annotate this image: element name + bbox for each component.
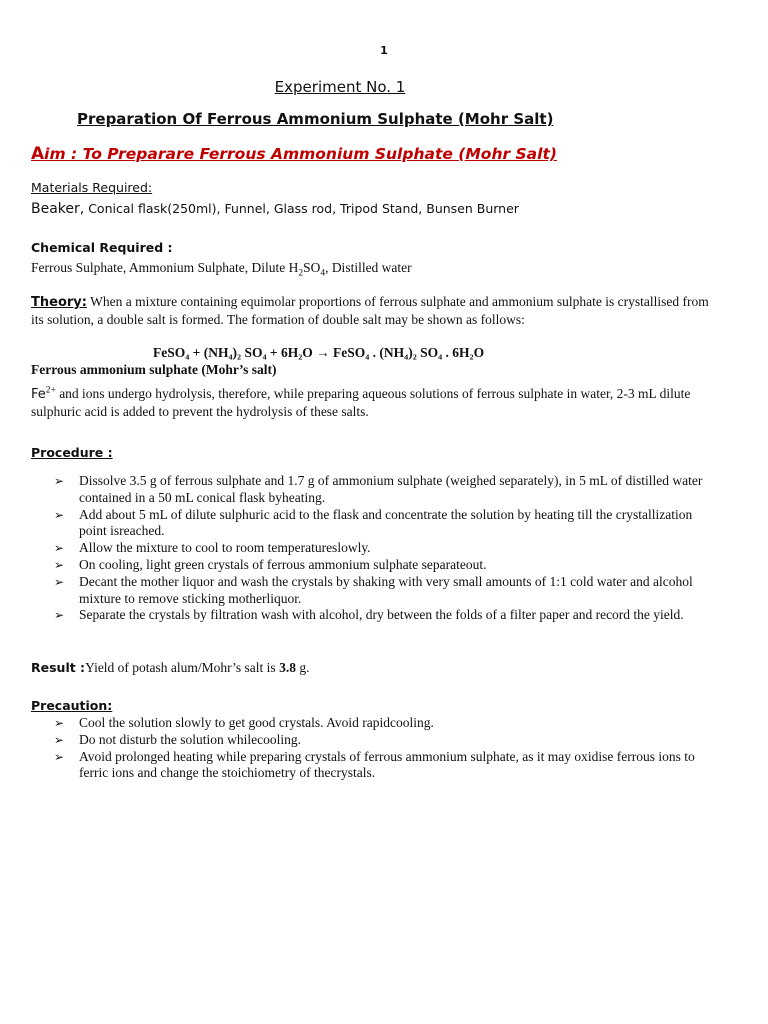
theory-label: Theory: (31, 295, 87, 310)
procedure-step-text: On cooling, light green crystals of ferrous ammonium sulphate separateout. (79, 556, 487, 572)
experiment-number: Experiment No. 1 (274, 78, 406, 96)
result-value: 3.8 (279, 660, 296, 675)
precaution-item (54, 749, 719, 783)
procedure-step-text: Add about 5 mL of dilute sulphuric acid to the flask and concentrate the solution by heating till the crystallization point isreached. (79, 506, 693, 539)
arrow-bullet-icon: ➢ (54, 749, 65, 764)
precaution-item-text: Do not disturb the solution whilecooling. (79, 731, 301, 747)
result-text: Yield of potash alum/Mohr’s salt is (85, 660, 280, 675)
aim-line (31, 144, 557, 164)
arrow-bullet-icon: ➢ (54, 541, 65, 556)
fe-charge: 2+ (45, 385, 56, 396)
reaction-equation: FeSO₄ + (NH₄)₂ SO₄ + 6H₂O → FeSO₄ . (NH₄)₂ SO₄ . 6H₂O (153, 345, 485, 360)
aim-text: im : To Preparare Ferrous Ammonium Sulphate (Mohr Salt) (44, 145, 557, 163)
precaution-heading-text: Precaution: (31, 698, 113, 713)
procedure-step-text: Allow the mixture to cool to room temperatureslowly. (79, 540, 371, 556)
theory-text: When a mixture containing equimolar proportions of ferrous sulphate and ammonium sulphate is crystallised from its solution, a double salt is formed. The formation of double salt may be shown as follows: (31, 294, 709, 327)
procedure-step (54, 507, 719, 541)
materials-rest: Conical flask(250ml), Funnel, Glass rod, Tripod Stand, Bunsen Burner (84, 201, 519, 216)
hydrolysis-text: and ions undergo hydrolysis, therefore, while preparing aqueous solutions of ferrous sulphate in water, 2-3 mL dilute sulphuric acid is added to prevent the hydrolysis of these salts. (31, 386, 691, 419)
procedure-step-text: Separate the crystals by filtration wash with alcohol, dry between the folds of a filter paper and record the yield. (79, 607, 684, 623)
procedure-list (54, 473, 719, 624)
precaution-item-text: Cool the solution slowly to get good crystals. Avoid rapidcooling. (79, 715, 434, 730)
materials-first-item: Beaker, (31, 201, 85, 217)
materials-heading: Materials Required: (31, 180, 153, 195)
mohr-salt-label: Ferrous ammonium sulphate (Mohr’s salt) (31, 362, 277, 377)
fe-ion: Fe (31, 387, 46, 402)
chemicals-text-b: SO (303, 260, 321, 275)
hydrolysis-paragraph (31, 386, 721, 420)
procedure-step (54, 607, 719, 624)
procedure-step (54, 540, 719, 557)
precaution-item-text: Avoid prolonged heating while preparing crystals of ferrous ammonium sulphate, as it may oxidise ferrous ions to ferric ions and change the stoichiometry of thecrystals. (79, 748, 695, 781)
chemicals-list (31, 260, 412, 279)
document-title: Preparation Of Ferrous Ammonium Sulphate (Mohr Salt) (77, 110, 554, 128)
chemicals-sub-2: 4 (320, 268, 326, 279)
arrow-bullet-icon: ➢ (54, 732, 65, 747)
chemicals-text-a: Ferrous Sulphate, Ammonium Sulphate, Dilute H (31, 260, 299, 275)
arrow-bullet-icon: ➢ (54, 507, 65, 522)
result-unit: g. (295, 660, 310, 675)
precaution-item (54, 715, 719, 732)
chemicals-text-c: , Distilled water (325, 260, 412, 275)
procedure-step-text: Dissolve 3.5 g of ferrous sulphate and 1.7 g of ammonium sulphate (weighed separately), in 5 mL of distilled water contained in a 50 mL conical flask byheating. (79, 473, 703, 505)
procedure-step (54, 557, 719, 574)
result-label: Result : (31, 660, 86, 675)
arrow-bullet-icon: ➢ (54, 608, 65, 623)
materials-list (31, 201, 519, 217)
aim-first-letter: A (31, 144, 45, 164)
precaution-heading (31, 698, 112, 713)
procedure-step-text: Decant the mother liquor and wash the crystals by shaking with very small amounts of 1:1 cold water and alcohol mixture to remove sticking motherliquor. (79, 573, 693, 606)
page-number: 1 (380, 44, 388, 57)
procedure-step (54, 574, 719, 608)
theory-paragraph (31, 294, 721, 328)
procedure-heading: Procedure : (31, 445, 113, 460)
chemicals-sub-1: 2 (298, 268, 304, 279)
arrow-bullet-icon: ➢ (54, 716, 65, 730)
chemicals-heading: Chemical Required : (31, 240, 173, 255)
arrow-bullet-icon: ➢ (54, 574, 65, 589)
precaution-item (54, 732, 719, 749)
arrow-bullet-icon: ➢ (54, 474, 65, 488)
procedure-step (54, 473, 719, 507)
precaution-list (54, 715, 719, 782)
result-line (31, 660, 309, 676)
arrow-bullet-icon: ➢ (54, 557, 65, 572)
